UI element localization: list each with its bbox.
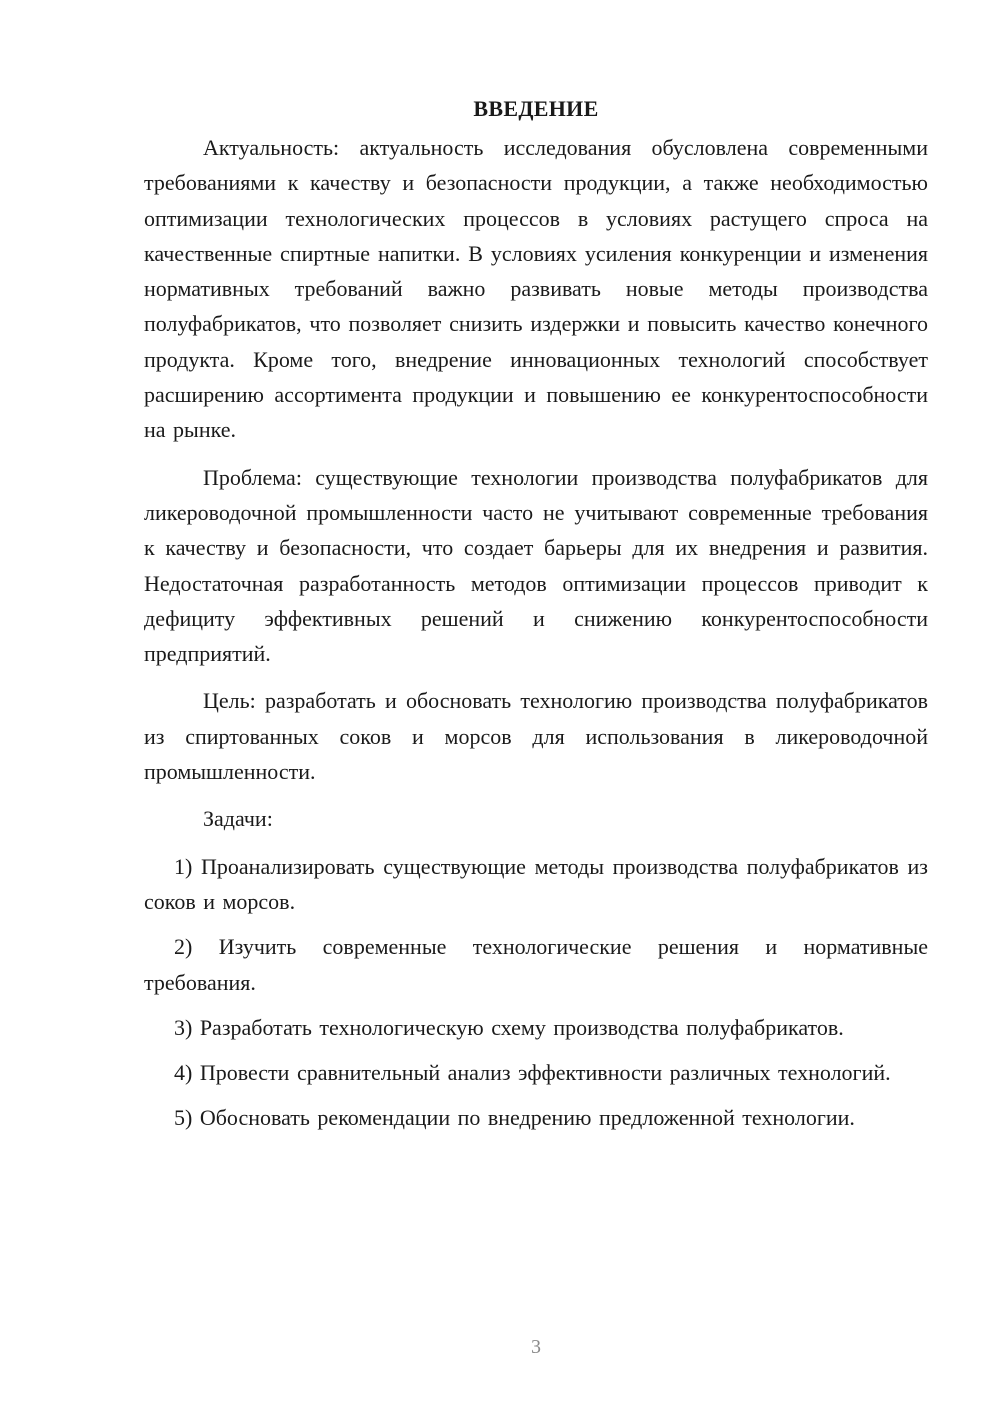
page-title: ВВЕДЕНИЕ	[473, 96, 599, 121]
task-list	[144, 849, 928, 1136]
page-content	[144, 92, 928, 1146]
task-item-3: 3) Разработать технологическую схему производства полуфабрикатов.	[174, 1014, 844, 1040]
paragraph-relevance: Актуальность: актуальность исследования обусловлена современными требованиями к качеству и безопасности продукции, а также необходимостью оптимизации технологических процессов в условиях растущего спроса на качественные спиртные напитки. В условиях усиления конкуренции и изменения нормативных требований важно развивать новые методы производства полуфабрикатов, что позволяет снизить издержки и повысить качество конечного продукта. Кроме того, внедрение инновационных технологий способствует расширению ассортимента продукции и повышению ее конкурентоспособности на рынке.	[144, 135, 928, 443]
page-number: 3	[531, 1336, 541, 1358]
task-item-2: 2) Изучить современные технологические решения и нормативные требования.	[144, 934, 928, 995]
task-item-1: 1) Проанализировать существующие методы производства полуфабрикатов из соков и морсов.	[144, 853, 928, 914]
task-item-5: 5) Обосновать рекомендации по внедрению предложенной технологии.	[174, 1105, 855, 1131]
paragraph-problem: Проблема: существующие технологии производства полуфабрикатов для ликероводочной промышленности часто не учитывают современные требования к качеству и безопасности, что создает барьеры для их внедрения и развития. Недостаточная разработанность методов оптимизации процессов приводит к дефициту эффективных решений и снижению конкурентоспособности предприятий.	[144, 464, 928, 667]
task-item-4: 4) Провести сравнительный анализ эффективности различных технологий.	[174, 1060, 891, 1086]
paragraph-goal: Цель: разработать и обосновать технологию производства полуфабрикатов из спиртованных соков и морсов для использования в ликероводочной промышленности.	[144, 688, 928, 785]
tasks-heading: Задачи:	[203, 806, 273, 832]
